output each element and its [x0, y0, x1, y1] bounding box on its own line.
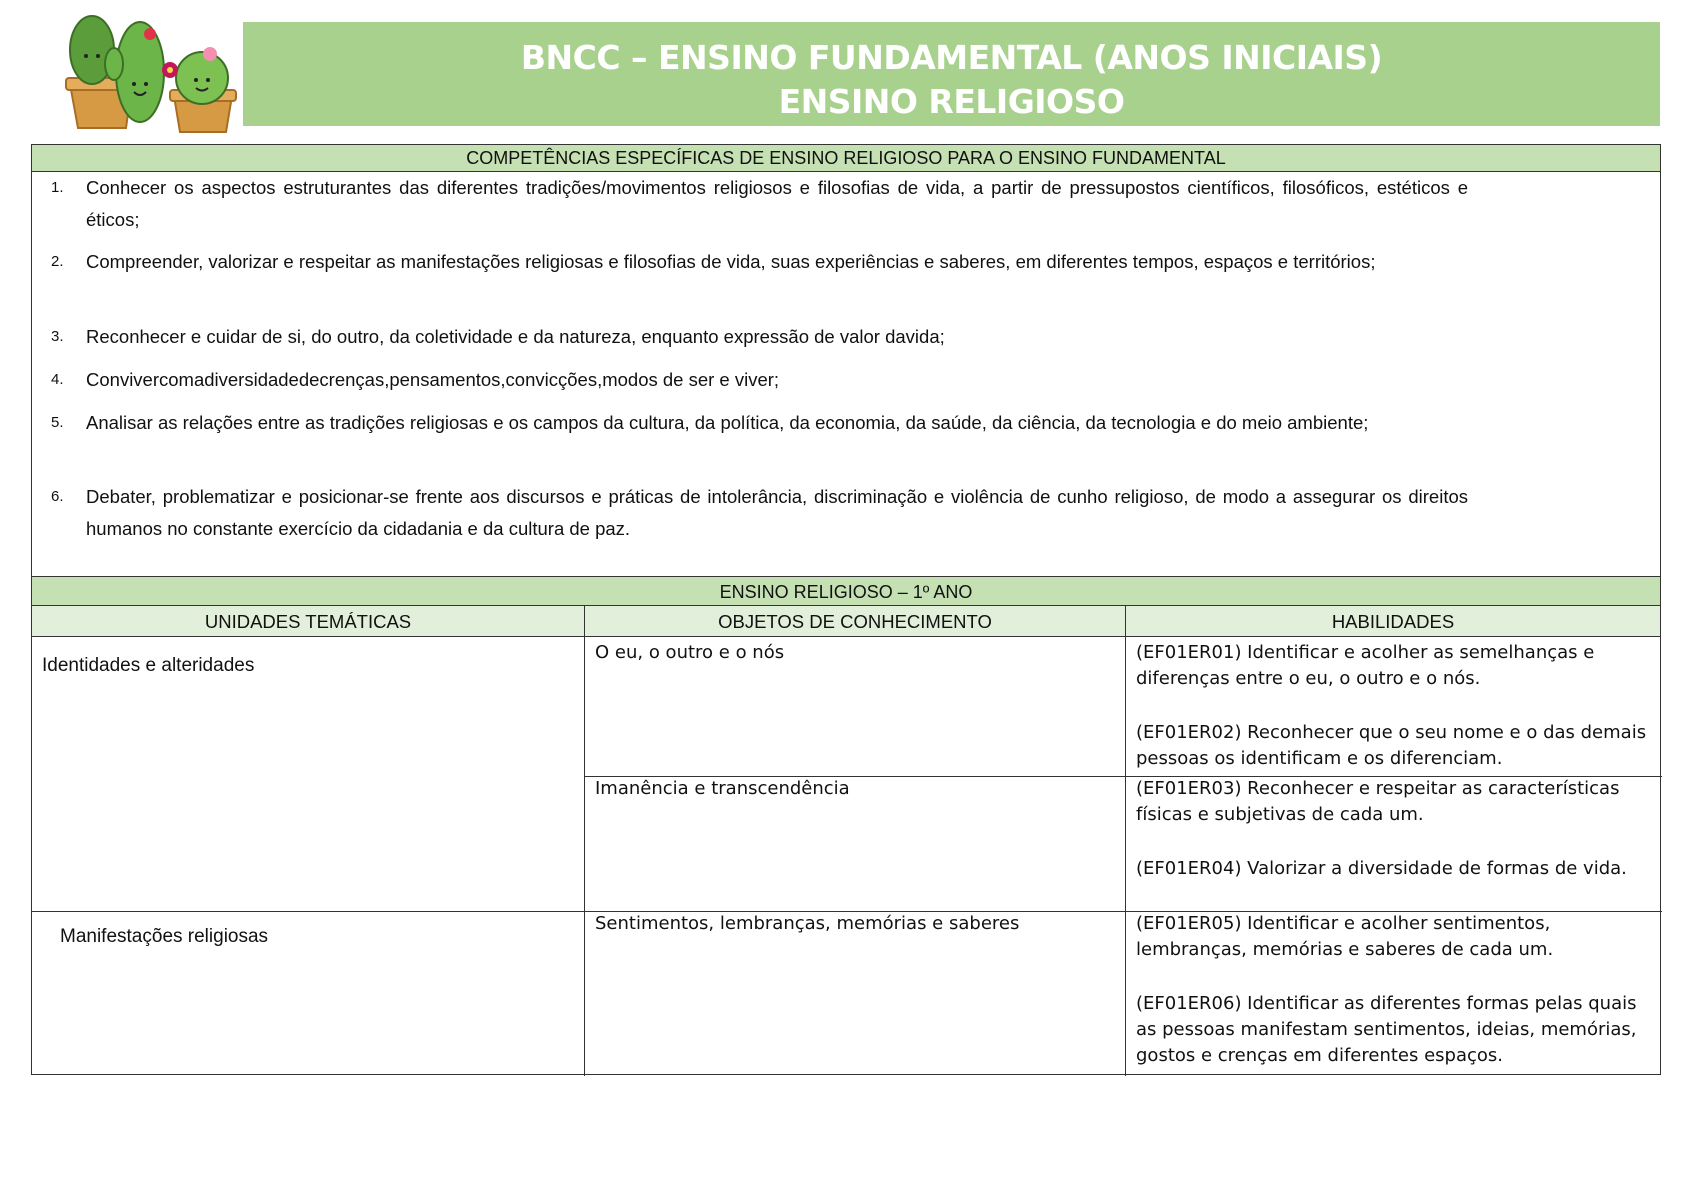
cactus-pots-icon: [62, 10, 240, 136]
item-number: 6.: [51, 488, 64, 505]
object-sentimentos: Sentimentos, lembranças, memórias e saberes: [595, 913, 1020, 934]
year-header: ENSINO RELIGIOSO – 1º ANO: [32, 576, 1660, 606]
object-o-eu: O eu, o outro e o nós: [595, 642, 785, 663]
column-divider: [1125, 606, 1126, 1076]
curriculum-table: [31, 144, 1661, 1075]
item-number: 5.: [51, 414, 64, 431]
skill-ef01er01: (EF01ER01) Identificar e acolher as semelhanças e diferenças entre o eu, o outro e o nós.: [1136, 642, 1595, 689]
skill-ef01er03: (EF01ER03) Reconhecer e respeitar as características físicas e subjetivas de cada um.: [1136, 778, 1620, 825]
banner-title-line2: ENSINO RELIGIOSO: [778, 82, 1125, 121]
item-text: Compreender, valorizar e respeitar as manifestações religiosas e filosofias de vida, suas experiências e saberes, em diferentes tempos, espaços e territórios;: [86, 251, 1376, 272]
item-number: 1.: [51, 179, 64, 196]
skill-ef01er04: (EF01ER04) Valorizar a diversidade de formas de vida.: [1136, 858, 1627, 879]
column-divider: [584, 606, 585, 1076]
item-text: Analisar as relações entre as tradições religiosas e os campos da cultura, da política, da economia, da saúde, da ciência, da tecnologia e do meio ambiente;: [86, 412, 1369, 433]
item-text: Convivercomadiversidadedecrenças,pensamentos,convicções,modos de ser e viver;: [86, 369, 780, 390]
item-number: 3.: [51, 328, 64, 345]
item-number: 4.: [51, 371, 64, 388]
title-banner: [243, 22, 1660, 126]
unit-manifestacoes: Manifestações religiosas: [60, 926, 269, 947]
skill-ef01er06: (EF01ER06) Identificar as diferentes formas pelas quais as pessoas manifestam sentimentos, ideias, memórias, gostos e crenças em diferentes espaços.: [1136, 993, 1637, 1066]
column-header-objetos: OBJETOS DE CONHECIMENTO: [585, 606, 1125, 637]
item-number: 2.: [51, 253, 64, 270]
unit-identidades: Identidades e alteridades: [42, 655, 255, 676]
column-header-habilidades: HABILIDADES: [1126, 606, 1660, 637]
column-header-unidades: UNIDADES TEMÁTICAS: [32, 606, 584, 637]
item-text: Reconhecer e cuidar de si, do outro, da coletividade e da natureza, enquanto expressão de valor davida;: [86, 326, 945, 347]
item-text: Conhecer os aspectos estruturantes das diferentes tradições/movimentos religiosos e filosofias de vida, a partir de pressupostos científicos, filosóficos, estéticos e éticos;: [86, 177, 1468, 230]
item-text: Debater, problematizar e posicionar-se frente aos discursos e práticas de intolerância, discriminação e violência de cunho religioso, de modo a assegurar os direitos humanos no constante exercício da cidadania e da cultura de paz.: [86, 486, 1468, 539]
banner-title-line1: BNCC – ENSINO FUNDAMENTAL (ANOS INICIAIS): [520, 38, 1383, 77]
skill-ef01er05: (EF01ER05) Identificar e acolher sentimentos, lembranças, memórias e saberes de cada um.: [1136, 913, 1554, 960]
skill-ef01er02: (EF01ER02) Reconhecer que o seu nome e o das demais pessoas os identificam e os diferenciam.: [1136, 722, 1647, 769]
object-imanencia: Imanência e transcendência: [595, 778, 850, 799]
competencias-header: COMPETÊNCIAS ESPECÍFICAS DE ENSINO RELIGIOSO PARA O ENSINO FUNDAMENTAL: [32, 145, 1660, 172]
